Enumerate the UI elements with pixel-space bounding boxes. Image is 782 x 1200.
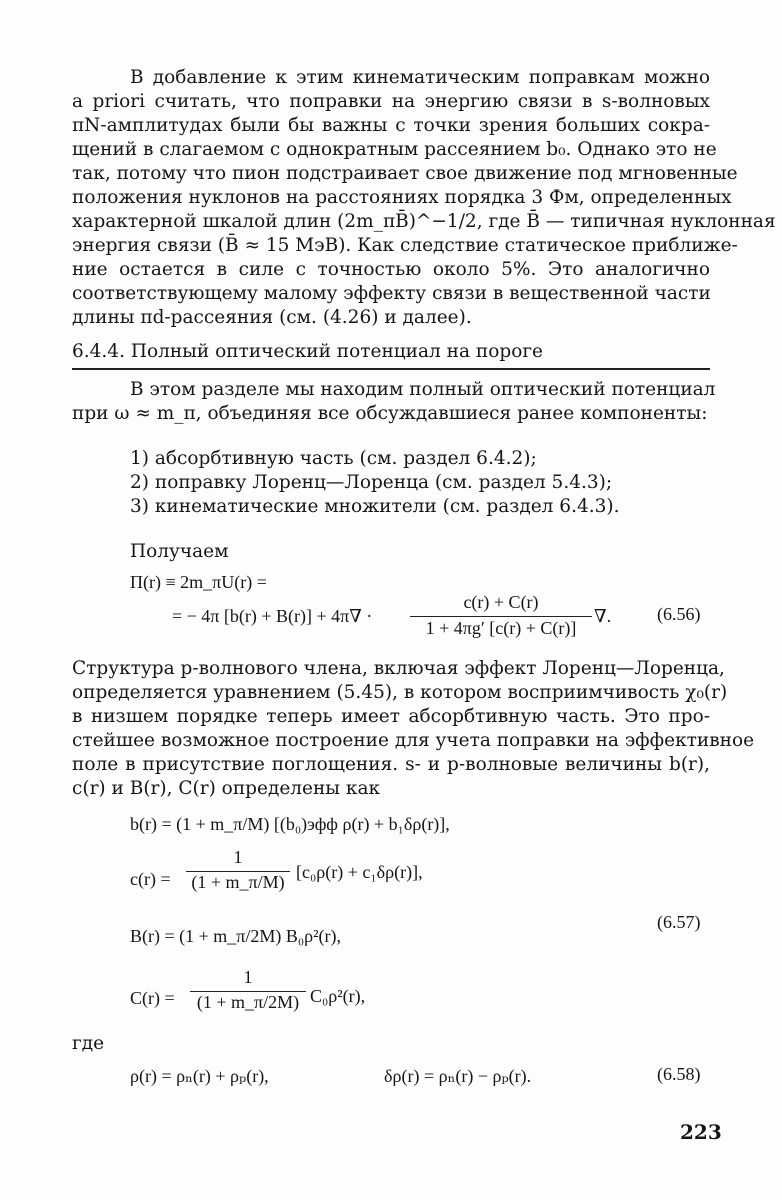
heading-rule bbox=[72, 368, 710, 370]
text-line: длины πd-рассеяния (см. (4.26) и далее). bbox=[72, 307, 472, 328]
eq-line: = − 4π [b(r) + B(r)] + 4π∇ · bbox=[172, 606, 373, 626]
text-line: a priori считать, что поправки на энергию связи в s-волновых bbox=[72, 91, 710, 112]
fraction-denominator: 1 + 4πg′ [c(r) + C(r)] bbox=[425, 618, 577, 638]
eq-line: B(r) = (1 + m_π/2M) B₀ρ²(r), bbox=[130, 926, 342, 946]
eq-line: ∇. bbox=[594, 606, 612, 626]
text-line: в низшем порядке теперь имеет абсорбтивную часть. Это про- bbox=[72, 706, 710, 727]
fraction-denominator: (1 + m_π/2M) bbox=[196, 992, 300, 1012]
text-line: стейшее возможное построение для учета поправки на эффективное bbox=[72, 730, 755, 751]
text-line: при ω ≈ m_π, объединяя все обсуждавшиеся ранее компоненты: bbox=[72, 403, 708, 424]
eq-line: b(r) = (1 + m_π/M) [(b₀)эфф ρ(r) + b₁δρ(r)], bbox=[130, 814, 450, 834]
equation-number: (6.56) bbox=[657, 604, 701, 624]
text-line: щений в слагаемом с однократным рассеянием b₀. Однако это не bbox=[72, 139, 717, 160]
eq-line: c(r) = bbox=[130, 869, 171, 889]
text-line: ние остается в силе с точностью около 5%. Это аналогично bbox=[72, 259, 710, 280]
list-item: 1) абсорбтивную часть (см. раздел 6.4.2); bbox=[130, 448, 537, 469]
fraction-numerator: 1 bbox=[243, 967, 253, 987]
fraction-numerator: c(r) + C(r) bbox=[463, 592, 539, 612]
text-line: πN-амплитудах были бы важны с точки зрения больших сокра- bbox=[72, 115, 710, 136]
text-obtain: Получаем bbox=[130, 541, 229, 562]
text-line: В этом разделе мы находим полный оптический потенциал bbox=[130, 379, 716, 400]
section-heading: 6.4.4. Полный оптический потенциал на пороге bbox=[72, 341, 544, 362]
text-line: определяется уравнением (5.45), в котором восприимчивость χ₀(r) bbox=[72, 682, 728, 703]
eq-line: C₀ρ²(r), bbox=[310, 986, 366, 1006]
list-item: 2) поправку Лоренц—Лоренца (см. раздел 5.4.3); bbox=[130, 472, 613, 493]
eq-line: [c₀ρ(r) + c₁δρ(r)], bbox=[296, 862, 423, 882]
text-line: Структура p-волнового члена, включая эффект Лоренц—Лоренца, bbox=[72, 658, 725, 679]
eq-line: Π(r) ≡ 2m_πU(r) = bbox=[130, 572, 267, 592]
text-line: так, потому что пион подстраивает свое движение под мгновенные bbox=[72, 163, 738, 184]
list-item: 3) кинематические множители (см. раздел 6.4.3). bbox=[130, 496, 620, 517]
text-line: c(r) и B(r), C(r) определены как bbox=[72, 778, 381, 799]
eq-line: ρ(r) = ρₙ(r) + ρₚ(r), bbox=[130, 1066, 269, 1086]
text-line: соответствующему малому эффекту связи в вещественной части bbox=[72, 283, 711, 304]
page-number: 223 bbox=[680, 1120, 722, 1144]
text-line: В добавление к этим кинематическим поправкам можно bbox=[130, 67, 710, 88]
text-line: положения нуклонов на расстояниях порядка 3 Фм, определенных bbox=[72, 187, 732, 208]
equation-number: (6.57) bbox=[657, 912, 701, 932]
text-line: энергия связи (B̄ ≈ 15 МэВ). Как следствие статическое приближе- bbox=[72, 235, 738, 256]
text-where: где bbox=[72, 1033, 105, 1054]
equation-number: (6.58) bbox=[657, 1064, 701, 1084]
eq-line: C(r) = bbox=[130, 988, 175, 1008]
text-line: характерной шкалой длин (2m_πB̄)^−1/2, где B̄ — типичная нуклонная bbox=[72, 211, 776, 232]
fraction-numerator: 1 bbox=[233, 847, 243, 867]
text-line: поле в присутствие поглощения. s- и p-волновые величины b(r), bbox=[72, 754, 710, 775]
eq-line: δρ(r) = ρₙ(r) − ρₚ(r). bbox=[384, 1066, 532, 1086]
fraction-denominator: (1 + m_π/M) bbox=[191, 872, 285, 892]
